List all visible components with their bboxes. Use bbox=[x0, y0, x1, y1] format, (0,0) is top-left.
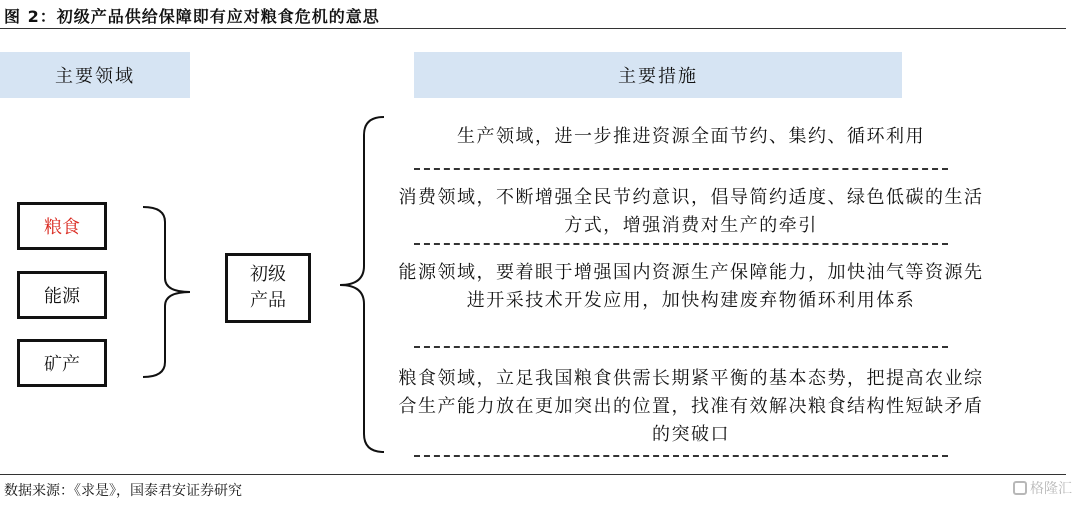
measure-divider bbox=[414, 346, 948, 348]
domain-label-energy: 能源 bbox=[44, 286, 80, 307]
bottom-rule bbox=[0, 474, 1066, 475]
left-brace bbox=[143, 207, 190, 377]
domain-box-grain bbox=[17, 202, 107, 250]
watermark-text: 格隆汇 bbox=[1030, 481, 1072, 497]
measure-divider bbox=[414, 455, 948, 457]
center-label-line1: 初级 bbox=[250, 264, 286, 285]
domain-label-grain: 粮食 bbox=[44, 217, 80, 238]
header-main-measures: 主要措施 bbox=[414, 52, 902, 98]
figure-title: 图 2：初级产品供给保障即有应对粮食危机的意思 bbox=[4, 7, 380, 26]
measure-energy: 能源领域，要着眼于增强国内资源生产保障能力，加快油气等资源先进开采技术开发应用，加快构建废弃物循环利用体系 bbox=[398, 262, 984, 311]
watermark bbox=[1013, 478, 1072, 498]
domain-label-minerals: 矿产 bbox=[44, 354, 80, 375]
header-main-domains: 主要领域 bbox=[0, 52, 190, 98]
measure-consumption: 消费领域，不断增强全民节约意识，倡导简约适度、绿色低碳的生活方式，增强消费对生产的牵引 bbox=[398, 187, 984, 236]
measure-divider bbox=[414, 243, 948, 245]
domain-box-energy bbox=[17, 271, 107, 319]
center-label-line2: 产品 bbox=[250, 290, 286, 311]
right-brace bbox=[340, 117, 384, 452]
center-box-primary-products bbox=[225, 253, 311, 323]
domain-box-minerals bbox=[17, 339, 107, 387]
measure-grain: 粮食领域，立足我国粮食供需长期紧平衡的基本态势，把提高农业综合生产能力放在更加突出的位置，找准有效解决粮食结构性短缺矛盾的突破口 bbox=[398, 368, 984, 445]
measure-production: 生产领域，进一步推进资源全面节约、集约、循环利用 bbox=[457, 126, 925, 147]
source-note: 数据来源：《求是》，国泰君安证券研究 bbox=[4, 483, 242, 499]
gelonghui-logo-icon bbox=[1013, 481, 1027, 495]
measure-divider bbox=[414, 168, 948, 170]
